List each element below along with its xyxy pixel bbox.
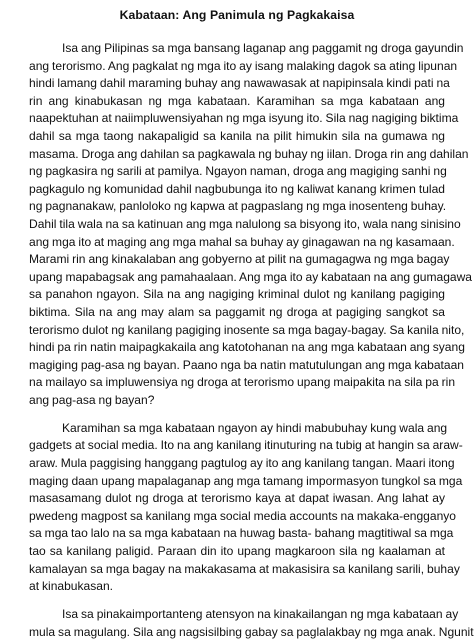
paragraph-1-line: magiging pag-asa ng bayan. Paano nga ba natin matutulungan ang mga kabataan — [29, 357, 464, 372]
paragraph-2-line: masasamang dulot ng droga at terorismo kaya at dapat iwasan. Ang lahat ay — [29, 491, 445, 506]
paragraph-2-line: araw. Mula paggising hanggang pagtulog ay ito ang kanilang tangan. Maari itong — [29, 456, 455, 470]
paragraph-1-line: Dahil tila wala na sa katinuan ang mga nalulong sa bisyong ito, wala nang sinisino — [29, 217, 461, 231]
paragraph-1-line: ng pagnanakaw, panloloko ng kapwa at pagpaslang ng mga inosenteng buhay. — [29, 199, 447, 214]
paragraph-1-line: rin ang kinabukasan ng mga kabataan. Karamihan sa mga kabataan ang — [29, 93, 445, 108]
paragraph-2-line: kamalayan sa mga bagay na makakasama at makasisira sa kanilang sarili, buhay — [29, 561, 460, 576]
document-title: Kabataan: Ang Panimula ng Pagkakaisa — [119, 8, 355, 22]
paragraph-1-line: na mailayo sa impluwensiya ng droga at terorismo upang maipakita na sila pa rin — [29, 375, 456, 390]
paragraph-2-line: sa mga tao lalo na sa mga kabataan na huwag basta- bahang magtitiwal sa mga — [29, 526, 454, 541]
paragraph-1-line: naapektuhan at naiimpluwensiyahan ng mga isyung ito. Sila nag nagiging biktima — [29, 111, 459, 126]
paragraph-1-line: ang pag-asa ng bayan? — [29, 393, 155, 407]
paragraph-2-line: at kinabukasan. — [29, 579, 113, 594]
paragraph-1-line: dahil sa mga taong nakapaligid sa kanila na pilit himukin sila na gumawa ng — [29, 129, 445, 143]
paragraph-3-line: Isa sa pinakaimportanteng atensyon na kinakailangan ng mga kabataan ay — [62, 607, 459, 621]
paragraph-1-line: ang terorismo. Ang pagkalat ng mga ito ay isang malaking dagok sa ating lipunan — [29, 58, 458, 73]
paragraph-1-line: ng pagkasira ng sarili at pamilya. Ngayon naman, droga ang magiging sanhi ng — [29, 164, 447, 179]
paragraph-3-line: mula sa magulang. Sila ang nagsisilbing gabay sa paglalakbay ng mga anak. Ngunit — [29, 624, 474, 639]
paragraph-1-line: terorismo dulot ng kanilang pagiging inosente sa mga bagay-bagay. Sa kanila nito, — [29, 322, 465, 337]
paragraph-2-line: gadgets at social media. Ito na ang kanilang itinuturing na tubig at hangin sa araw- — [29, 438, 463, 453]
paragraph-1-line: upang mapabagsak ang pamahaalaan. Ang mga ito ay kabataan na ang gumagawa — [29, 269, 473, 284]
paragraph-2-line: pwedeng magpost sa kanilang mga social media accounts na makaka-engganyo — [29, 508, 457, 523]
paragraph-1-line: biktima. Sila na ang may alam sa paggamit ng droga at pagiging sangkot sa — [29, 305, 445, 319]
paragraph-1-line: hindi pa rin natin maipagkakaila ang katotohanan na ang mga kabataan ang syang — [29, 340, 465, 355]
paragraph-2-line: maging daan upang mapalaganap ang mga tamang impormasyon tungkol sa mga — [29, 473, 463, 488]
paragraph-2-line: Karamihan sa mga kabataan ngayon ay hindi mabubuhay kung wala ang — [62, 420, 448, 435]
paragraph-1-line: Isa ang Pilipinas sa mga bansang laganap ang paggamit ng droga gayundin — [62, 41, 464, 55]
paragraph-1-line: Marami rin ang kinakalaban ang gobyerno at pilit na gumagagwa ng mga bagay — [29, 252, 450, 267]
paragraph-1-line: sa panahon ngayon. Sila na ang nagiging kriminal dulot ng kanilang pagiging — [29, 287, 445, 302]
paragraph-1-line: pagkagulo ng komunidad dahil nagbubunga ito ng kaliwat kanang krimen tulad — [29, 181, 445, 196]
paragraph-1-line: hindi lamang dahil maraming buhay ang nawawasak at napipinsala kindi pati na — [29, 76, 450, 91]
paragraph-1-line: ang mga ito at maging ang mga mahal sa buhay ay ginagawan na ng kasamaan. — [29, 234, 455, 249]
paragraph-1-line: masama. Droga ang dahilan sa pagkawala ng buhay ng iilan. Droga rin ang dahilan — [29, 146, 469, 161]
paragraph-2-line: tao sa kanilang paligid. Paraan din ito upang magkaroon sila ng kaalaman at — [29, 544, 445, 558]
